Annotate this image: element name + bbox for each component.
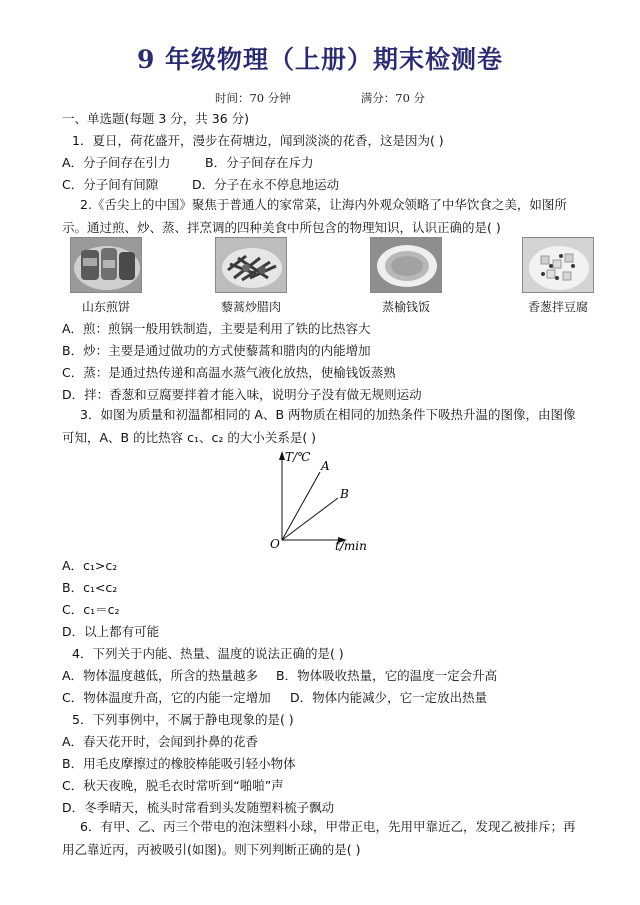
food-item (215, 237, 287, 315)
q5-stem: 5．下列事例中，不属于静电现象的是( ) (72, 712, 294, 727)
q4-option-d: D．物体内能减少，它一定放出热量 (290, 690, 488, 705)
q6-stem-text: 6．有甲、乙、丙三个带电的泡沫塑料小球，甲带正电，先用甲靠近乙，发现乙被排斥；再用乙靠近丙，丙被吸引(如图)。则下列判断正确的是( ) (62, 819, 576, 857)
q4-option-c: C．物体温度升高，它的内能一定增加 (62, 690, 271, 705)
q2-option-c: C．蒸：是通过热传递和高温水蒸气液化放热，使榆钱饭蒸熟 (62, 365, 396, 380)
line-b-label: B (340, 487, 349, 501)
origin-label: O (270, 537, 280, 551)
q2-stem-text: 2.《舌尖上的中国》聚焦于普通人的家常菜，让海内外观众领略了中华饮食之美，如图所示。通过煎、炒、蒸、拌烹调的四种美食中所包含的物理知识，认识正确的是( ) (62, 197, 567, 235)
y-axis-label: T/℃ (285, 450, 311, 464)
q5-option-c: C．秋天夜晚，脱毛衣时常听到“啪啪”声 (62, 778, 284, 793)
steamed-rice-photo (370, 237, 442, 293)
q1-option-b: B．分子间存在斥力 (205, 155, 314, 170)
q1-stem: 1．夏日，荷花盛开，漫步在荷塘边，闻到淡淡的花香，这是因为( ) (72, 133, 444, 148)
line-b (282, 498, 338, 540)
q4-stem: 4．下列关于内能、热量、温度的说法正确的是( ) (72, 646, 344, 661)
q3-option-c: C．c₁＝c₂ (62, 602, 120, 617)
q3-option-d: D．以上都有可能 (62, 624, 160, 639)
line-a-label: A (321, 459, 330, 473)
food-item (370, 237, 442, 315)
q3-option-a: A．c₁>c₂ (62, 558, 118, 573)
food-item (522, 237, 594, 315)
q1-option-d: D．分子在永不停息地运动 (192, 177, 340, 192)
q3-stem (62, 403, 584, 449)
time-limit: 时间：70 分钟 (214, 91, 291, 105)
temperature-time-graph (262, 448, 382, 553)
food-caption: 香葱拌豆腐 (527, 300, 588, 314)
section-heading: 一、单选题(每题 3 分，共 36 分) (62, 111, 250, 126)
food-item (70, 237, 142, 315)
jianbing-photo (70, 237, 142, 293)
line-a (282, 472, 320, 540)
q5-option-d: D．冬季晴天，梳头时常看到头发随塑料梳子飘动 (62, 800, 335, 815)
q5-option-b: B．用毛皮摩擦过的橡胶棒能吸引轻小物体 (62, 756, 296, 771)
page-title: 9 年级物理（上册）期末检测卷 (136, 45, 504, 74)
q4-option-a: A．物体温度越低，所含的热量越多 (62, 668, 259, 683)
q3-option-b: B．c₁<c₂ (62, 580, 118, 595)
food-caption: 蒸榆钱饭 (381, 300, 430, 314)
full-score: 满分：70 分 (360, 91, 426, 105)
q6-stem (62, 815, 584, 861)
food-caption: 藜蒿炒腊肉 (220, 300, 281, 314)
q1-option-a: A．分子间存在引力 (62, 155, 171, 170)
exam-meta (0, 90, 640, 106)
food-caption: 山东煎饼 (81, 300, 130, 314)
q2-option-b: B．炒：主要是通过做功的方式使藜蒿和腊肉的内能增加 (62, 343, 371, 358)
stir-fry-photo (215, 237, 287, 293)
tofu-photo (522, 237, 594, 293)
q2-stem (62, 193, 584, 239)
q2-option-d: D．拌：香葱和豆腐要拌着才能入味，说明分子没有做无规则运动 (62, 387, 422, 402)
food-images (60, 237, 600, 317)
q5-option-a: A．春天花开时，会闻到扑鼻的花香 (62, 734, 259, 749)
q4-option-b: B．物体吸收热量，它的温度一定会升高 (276, 668, 498, 683)
q2-option-a: A．煎：煎锅一般用铁制造，主要是利用了铁的比热容大 (62, 321, 371, 336)
q1-option-c: C．分子间有间隙 (62, 177, 159, 192)
q3-stem-text: 3．如图为质量和初温都相同的 A、B 两物质在相同的加热条件下吸热升温的图像，由图像可知，A、B 的比热容 c₁、c₂ 的大小关系是( ) (62, 407, 576, 445)
x-axis-label: t/min (335, 539, 367, 553)
